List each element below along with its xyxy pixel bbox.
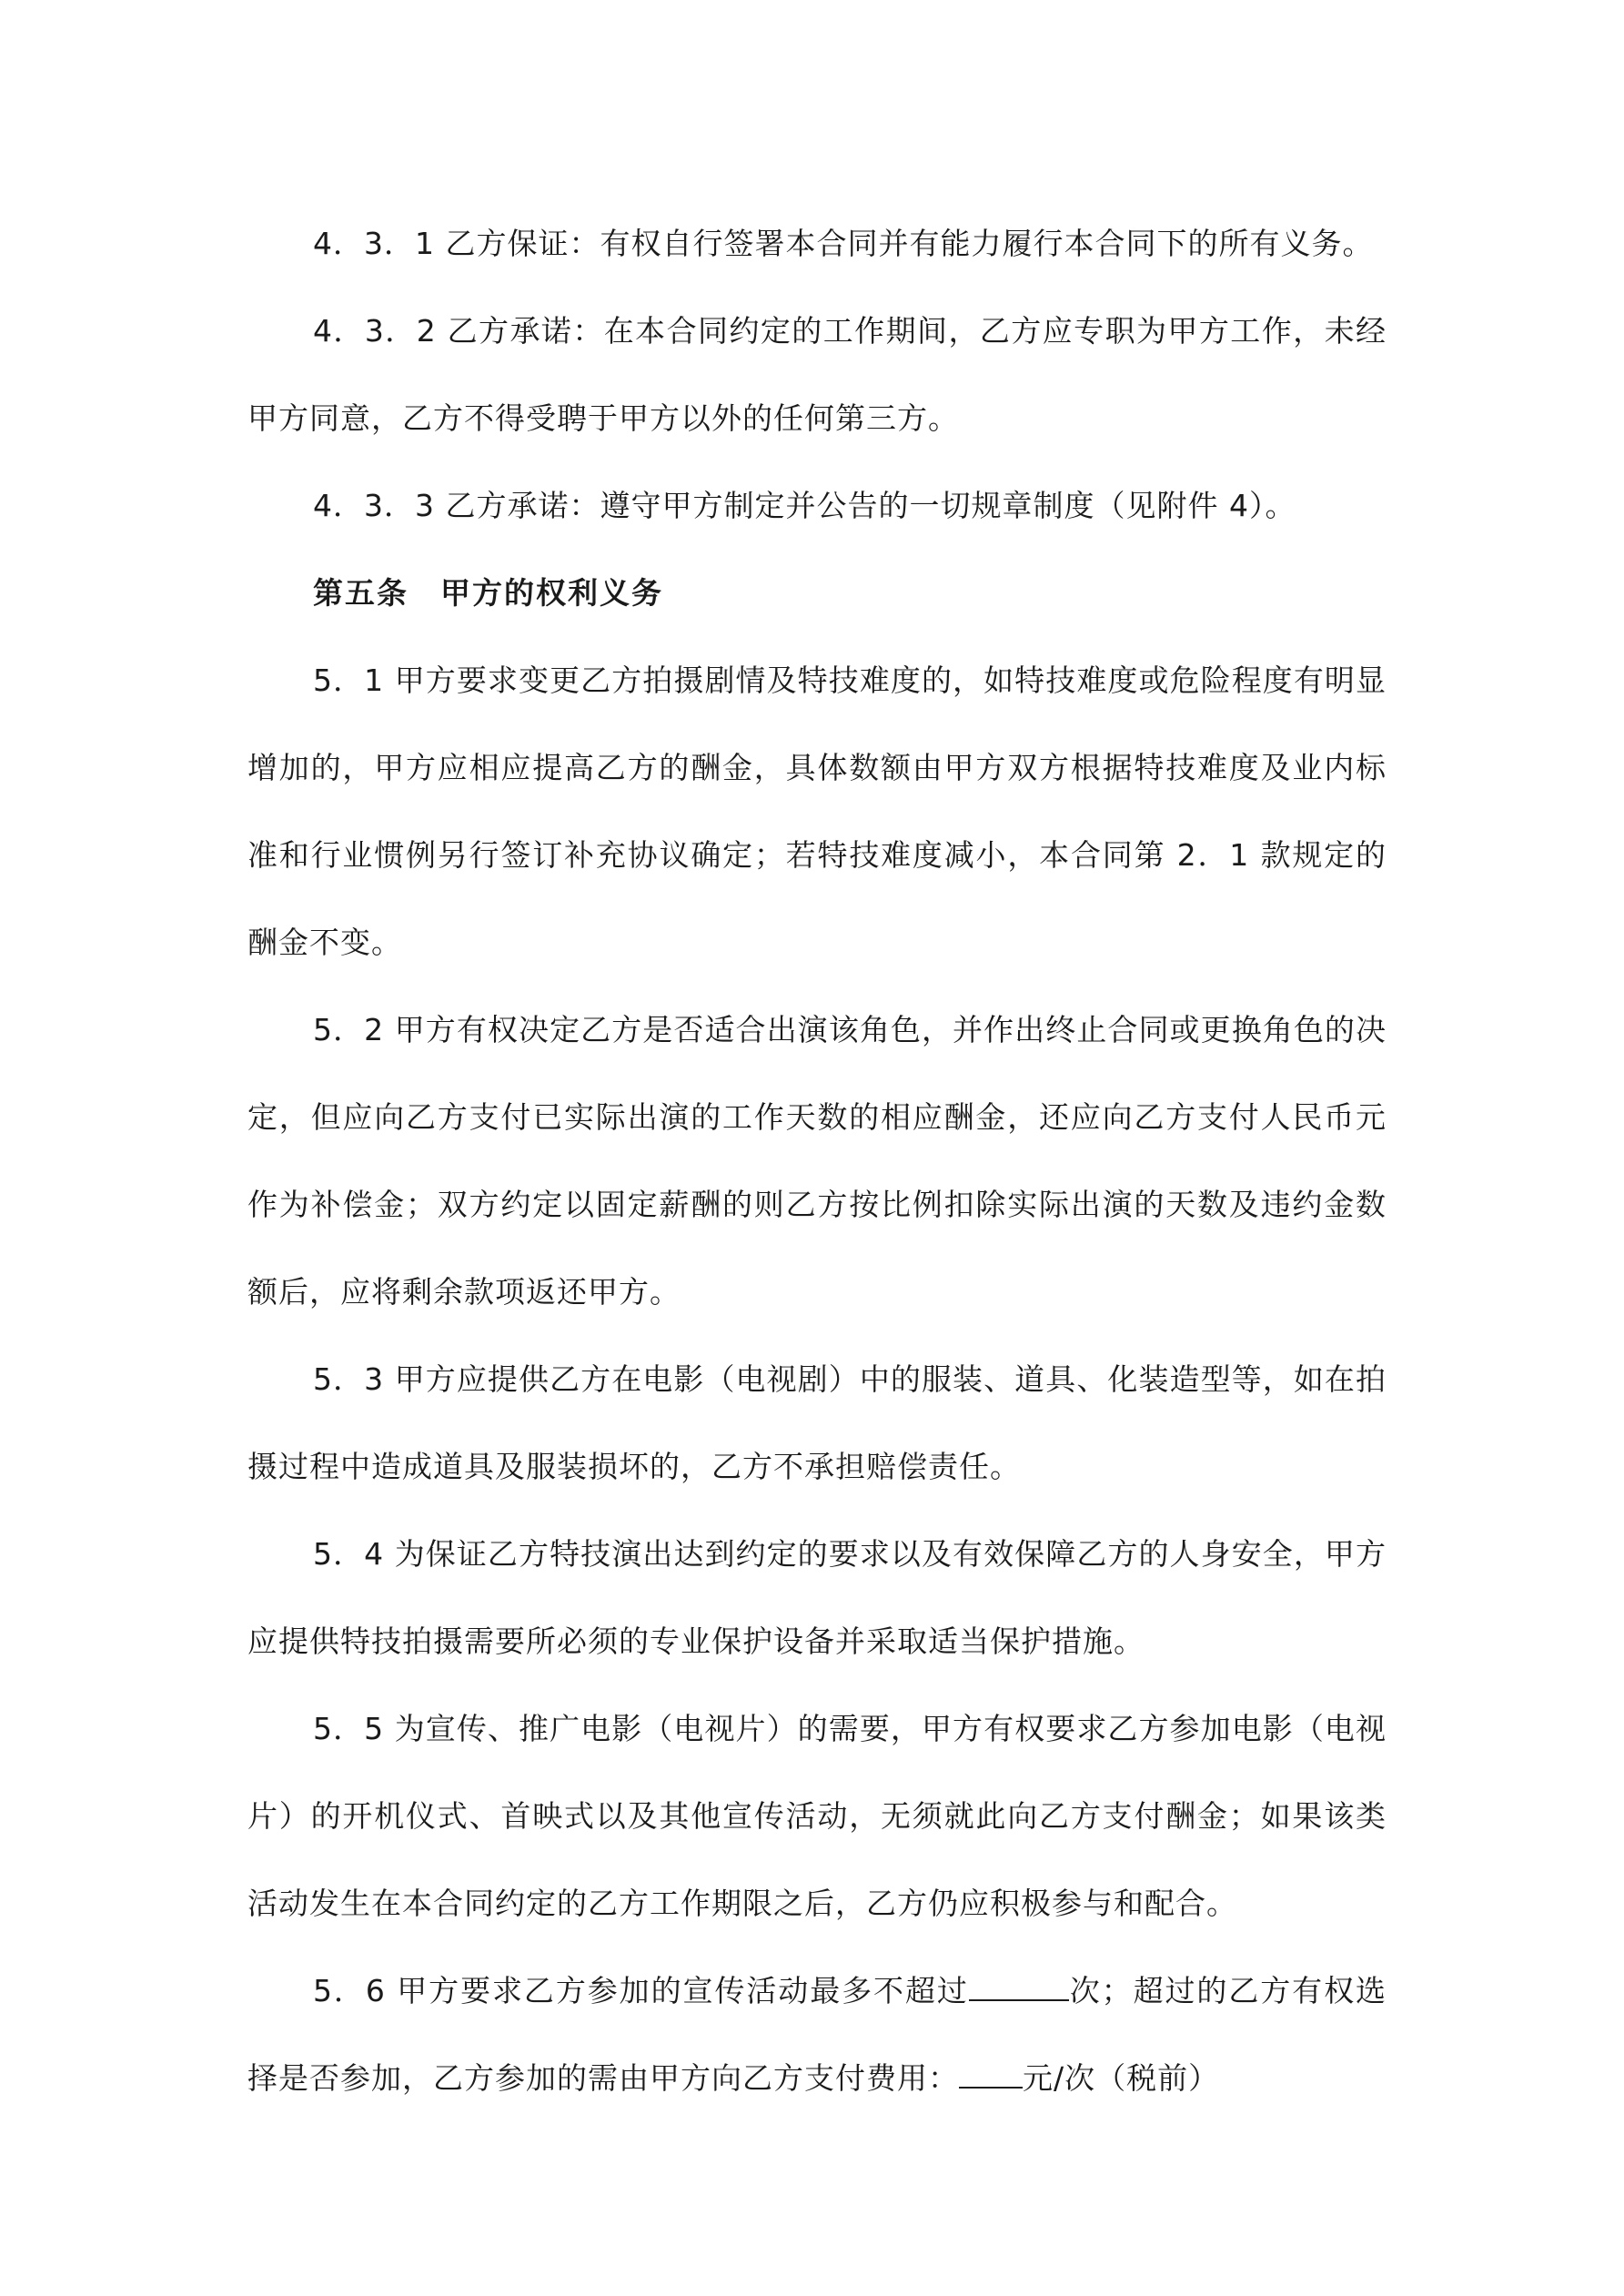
clause-4-3-1: 4．3．1 乙方保证：有权自行签署本合同并有能力履行本合同下的所有义务。 (313, 226, 1374, 261)
clause-5-6 (247, 1947, 1387, 2122)
clause-5-6-text-3: 元/次（税前） (1023, 2060, 1220, 2096)
clause-5-5: 5．5 为宣传、推广电影（电视片）的需要，甲方有权要求乙方参加电影（电视片）的开机仪式、首映式以及其他宣传活动，无须就此向乙方支付酬金；如果该类活动发生在本合同约定的乙方工作期限之后，乙方仍应积极参与和配合。 (247, 1711, 1387, 1921)
clause-5-1: 5．1 甲方要求变更乙方拍摄剧情及特技难度的，如特技难度或危险程度有明显增加的，甲方应相应提高乙方的酬金，具体数额由甲方双方根据特技难度及业内标准和行业惯例另行签订补充协议确定；若特技难度减小，本合同第 2．1 款规定的酬金不变。 (247, 663, 1387, 960)
clause-5-6-text-2: 次；超过的乙方有权选择是否参加，乙方参加的需由甲方向乙方支付费用： (247, 1973, 1387, 2096)
fee-amount-blank[interactable] (959, 2059, 1023, 2089)
clause-5-3: 5．3 甲方应提供乙方在电影（电视剧）中的服装、道具、化装造型等，如在拍摄过程中造成道具及服装损坏的，乙方不承担赔偿责任。 (247, 1361, 1387, 1484)
clause-5-4: 5．4 为保证乙方特技演出达到约定的要求以及有效保障乙方的人身安全，甲方应提供特技拍摄需要所必须的专业保护设备并采取适当保护措施。 (247, 1536, 1387, 1659)
contract-page (247, 200, 1387, 2122)
clause-4-3-3: 4．3．3 乙方承诺：遵守甲方制定并公告的一切规章制度（见附件 4）。 (313, 488, 1296, 523)
clause-4-3-2: 4．3．2 乙方承诺：在本合同约定的工作期间，乙方应专职为甲方工作，未经甲方同意，乙方不得受聘于甲方以外的任何第三方。 (247, 313, 1387, 436)
clause-5-6-text-1: 5．6 甲方要求乙方参加的宣传活动最多不超过 (313, 1973, 969, 2008)
clause-5-2: 5．2 甲方有权决定乙方是否适合出演该角色，并作出终止合同或更换角色的决定，但应向乙方支付已实际出演的工作天数的相应酬金，还应向乙方支付人民币元作为补偿金；双方约定以固定薪酬的则乙方按比例扣除实际出演的天数及违约金数额后，应将剩余款项返还甲方。 (247, 1012, 1387, 1310)
activity-count-blank[interactable] (969, 1972, 1069, 2001)
article-5-heading: 第五条 甲方的权利义务 (313, 575, 663, 611)
